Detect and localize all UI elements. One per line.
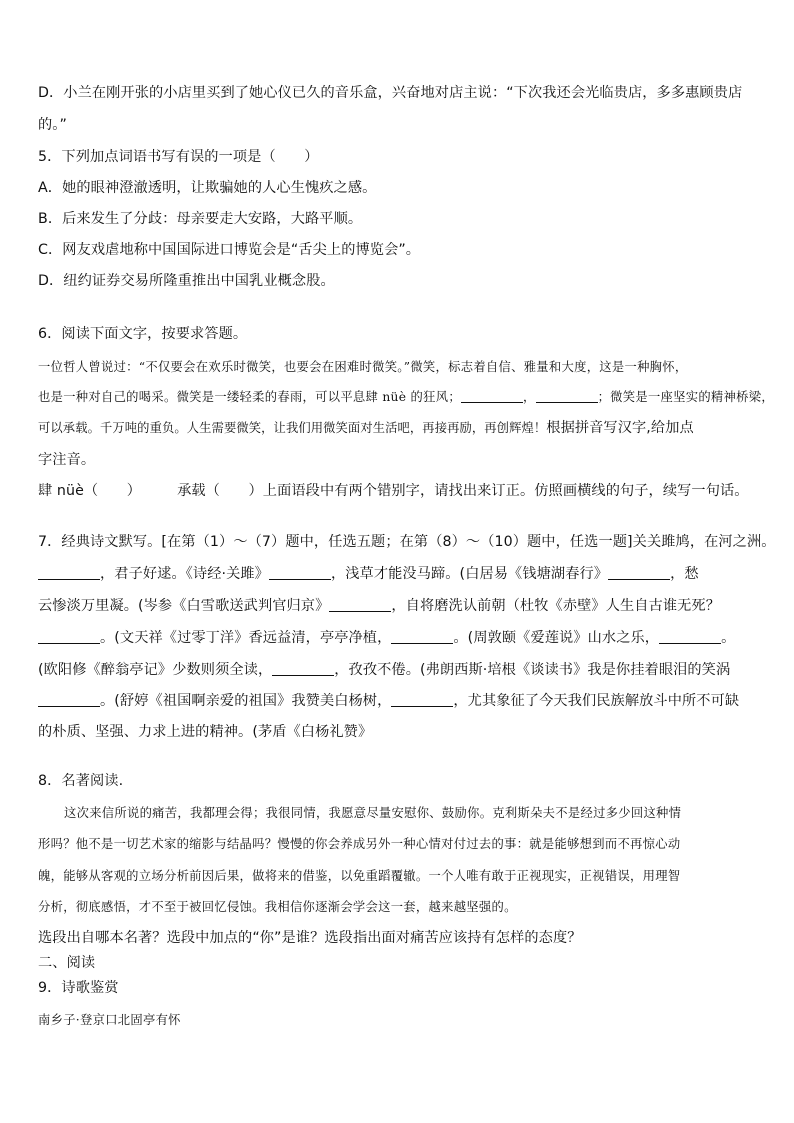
q6-stem: 6．阅读下面文字，按要求答题。 (38, 326, 248, 342)
q6-task-line (38, 480, 749, 500)
q7-line6-b: ，尤其象征了今天我们民族解放斗中所不可缺 (453, 693, 740, 709)
q5-option-a: A．她的眼神澄澈透明，让欺骗她的人心生愧疚之感。 (38, 180, 377, 196)
q6-passage-line3-song: 根据拼音写汉字,给加点 (546, 420, 694, 436)
answer-blank[interactable] (391, 692, 453, 707)
answer-blank[interactable] (329, 597, 391, 612)
q7-line3-a: 云惨淡万里凝。(岑参《白雪歌送武判官归京》 (38, 598, 330, 614)
q6-passage-line2-a: 也是一种对自己的喝采。微笑是一缕轻柔的春雨，可以平息肆 nüè 的狂风； (38, 390, 461, 404)
answer-blank[interactable] (461, 388, 523, 403)
q7-line4 (38, 627, 735, 647)
q7-line6-a: 。(舒婷《祖国啊亲爱的祖国》我赞美白杨树， (100, 693, 392, 709)
q7-line5 (38, 659, 730, 679)
poem-title: 南乡子·登京口北固亭有怀 (38, 1013, 181, 1027)
section-heading-reading: 二、阅读 (38, 955, 96, 971)
q5-option-b: B．后来发生了分歧：母亲要走大安路，大路平顺。 (38, 211, 363, 227)
q8-question: 选段出自哪本名著？选段中加点的“你”是谁？选段指出面对痛苦应该持有怎样的态度？ (38, 930, 582, 946)
q8-stem: 8．名著阅读. (38, 773, 124, 789)
q6-passage-line3-kai: 可以承载。千万吨的重负。人生需要微笑，让我们用微笑面对生活吧，再接再励，再创辉煌！ (38, 421, 547, 435)
q6-passage-line2 (38, 387, 774, 405)
q7-line3-b: ，自将磨洗认前朝（杜牧《赤壁》人生自古谁无死？ (391, 598, 721, 614)
answer-blank[interactable] (272, 661, 334, 676)
q6-passage-line1: 一位哲人曾说过：“不仅要会在欢乐时微笑，也要会在困难时微笑。”微笑，标志着自信、雅量和大度，这是一种胸怀， (38, 360, 688, 374)
q6-passage-line4: 字注音。 (38, 452, 96, 468)
answer-blank[interactable] (391, 629, 453, 644)
q6-task-a: 肆 nüè（ ） (38, 483, 142, 499)
q6-passage-line3 (38, 417, 694, 437)
q7-line1: 7．经典诗文默写。[在第（1）～（7）题中，任选五题；在第（8）～（10）题中，任选一题]关关雎鸠，在河之洲。 (38, 534, 776, 550)
q9-stem: 9．诗歌鉴赏 (38, 980, 119, 996)
q7-line5-a: (欧阳修《醉翁亭记》少数则须全读， (38, 662, 273, 678)
q5-option-c: C．网友戏虐地称中国国际进口博览会是“舌尖上的博览会”。 (38, 242, 421, 258)
q8-passage-line2: 形吗？他不是一切艺术家的缩影与结晶吗？慢慢的你会养成另外一种心情对付过去的事：就是能够想到而不再惊心动 (38, 837, 681, 851)
answer-blank[interactable] (269, 565, 331, 580)
q8-passage-line1: 这次来信所说的痛苦，我都理会得；我很同情，我愿意尽量安慰你、鼓励你。克利斯朵夫不是经过多少回这种情 (64, 806, 682, 820)
q7-line2 (38, 563, 699, 583)
q4-option-d-line1: D．小兰在刚开张的小店里买到了她心仪已久的音乐盒，兴奋地对店主说：“下次我还会光临贵店，多多惠顾贵店 (38, 85, 743, 101)
q6-task-b: 承载（ ）上面语段中有两个错别字，请找出来订正。仿照画横线的句子，续写一句话。 (177, 483, 749, 499)
q7-line4-a: 。(文天祥《过零丁洋》香远益清，亭亭净植， (100, 630, 392, 646)
q7-line4-c: 。 (721, 630, 736, 646)
q8-passage-line3: 魄，能够从客观的立场分析前因后果，做将来的借鉴，以免重蹈覆辙。一个人唯有敢于正视现实，正视错误，用理智 (38, 869, 681, 883)
q7-line2-b: ，浅草才能没马蹄。(白居易《钱塘湖春行》 (330, 566, 609, 582)
q7-line2-a: ，君子好逑。《诗经·关雎》 (100, 566, 269, 582)
answer-blank[interactable] (659, 629, 721, 644)
q6-passage-line2-b: ；微笑是一座坚实的精神桥梁， (597, 390, 774, 404)
q4-option-d-line2: 的。” (38, 117, 67, 133)
q7-line5-b: ，孜孜不倦。(弗朗西斯·培根《谈读书》我是你挂着眼泪的笑涡 (334, 662, 731, 678)
q7-line7: 的朴质、坚强、力求上进的精神。(茅盾《白杨礼赞》 (38, 724, 373, 740)
answer-blank[interactable] (38, 565, 100, 580)
answer-blank[interactable] (608, 565, 670, 580)
q7-line4-b: 。(周敦颐《爱莲说》山水之乐， (453, 630, 660, 646)
answer-blank[interactable] (536, 388, 598, 403)
answer-blank[interactable] (38, 629, 100, 644)
q5-option-d: D．纽约证券交易所隆重推出中国乳业概念股。 (38, 273, 335, 289)
q6-passage-line2-sep: ， (522, 390, 536, 404)
q7-line6 (38, 690, 739, 710)
answer-blank[interactable] (38, 692, 100, 707)
q5-stem: 5．下列加点词语书写有误的一项是（ ） (38, 149, 319, 165)
q7-line3 (38, 595, 720, 615)
q8-passage-line4: 分析，彻底感悟，才不至于被回忆侵蚀。我相信你逐渐会学会这一套，越来越坚强的。 (38, 900, 517, 914)
q7-line2-c: ，愁 (670, 566, 699, 582)
